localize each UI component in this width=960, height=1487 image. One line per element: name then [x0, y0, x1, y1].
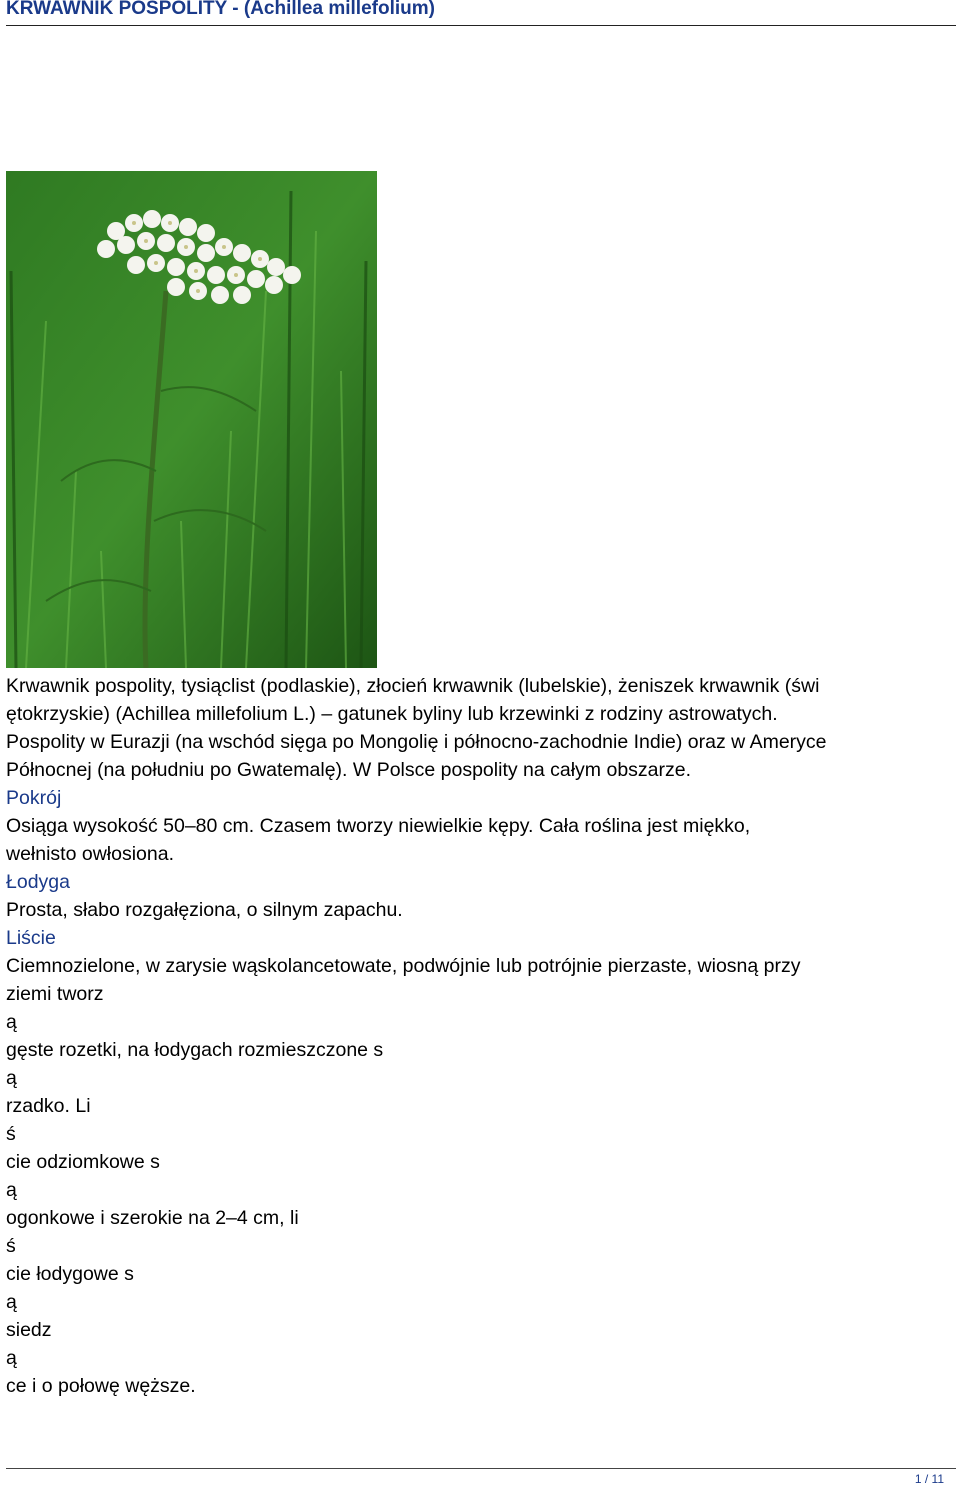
paragraph-line: cie łodygowe s	[6, 1263, 134, 1285]
paragraph-line: Osiąga wysokość 50–80 cm. Czasem tworzy niewielkie kępy. Cała roślina jest miękko,	[6, 815, 751, 837]
paragraph-line: wełnisto owłosiona.	[6, 843, 175, 865]
yarrow-plant-photo	[6, 171, 377, 668]
paragraph-line: ą	[6, 1291, 17, 1313]
section-heading-pokroj: Pokrój	[6, 787, 62, 809]
footer-divider	[6, 1468, 956, 1469]
paragraph-line: ą	[6, 1067, 17, 1089]
paragraph-line: cie odziomkowe s	[6, 1151, 160, 1173]
paragraph-line: ziemi tworz	[6, 983, 104, 1005]
paragraph-line: Pospolity w Eurazji (na wschód sięga po Mongolię i północno-zachodnie Indie) oraz w Ameryce	[6, 731, 827, 753]
paragraph-line: ą	[6, 1347, 17, 1369]
paragraph-line: Ciemnozielone, w zarysie wąskolancetowate, podwójnie lub potrójnie pierzaste, wiosną przy	[6, 955, 801, 977]
paragraph-line: ce i o połowę węższe.	[6, 1375, 196, 1397]
paragraph-line: ś	[6, 1123, 16, 1145]
paragraph-line: ą	[6, 1179, 17, 1201]
paragraph-line: Prosta, słabo rozgałęziona, o silnym zapachu.	[6, 899, 403, 921]
paragraph-line: Północnej (na południu po Gwatemalę). W Polsce pospolity na całym obszarze.	[6, 759, 692, 781]
document-body	[6, 672, 956, 1400]
page-number: 1 / 11	[914, 1472, 944, 1486]
title-divider	[6, 25, 956, 26]
paragraph-line: ą	[6, 1011, 17, 1033]
paragraph-line: siedz	[6, 1319, 52, 1341]
paragraph-line: rzadko. Li	[6, 1095, 91, 1117]
paragraph-line: ętokrzyskie) (Achillea millefolium L.) – gatunek byliny lub krzewinki z rodziny astrowatych.	[6, 703, 778, 725]
paragraph-line: gęste rozetki, na łodygach rozmieszczone s	[6, 1039, 384, 1061]
paragraph-line: Krwawnik pospolity, tysiąclist (podlaskie), złocień krwawnik (lubelskie), żeniszek krwawnik (świ	[6, 675, 820, 697]
document-title: KRWAWNIK POSPOLITY - (Achillea millefolium)	[6, 0, 435, 19]
section-heading-liscie: Liście	[6, 927, 56, 949]
paragraph-line: ś	[6, 1235, 16, 1257]
section-heading-lodyga: Łodyga	[6, 871, 70, 893]
paragraph-line: ogonkowe i szerokie na 2–4 cm, li	[6, 1207, 299, 1229]
